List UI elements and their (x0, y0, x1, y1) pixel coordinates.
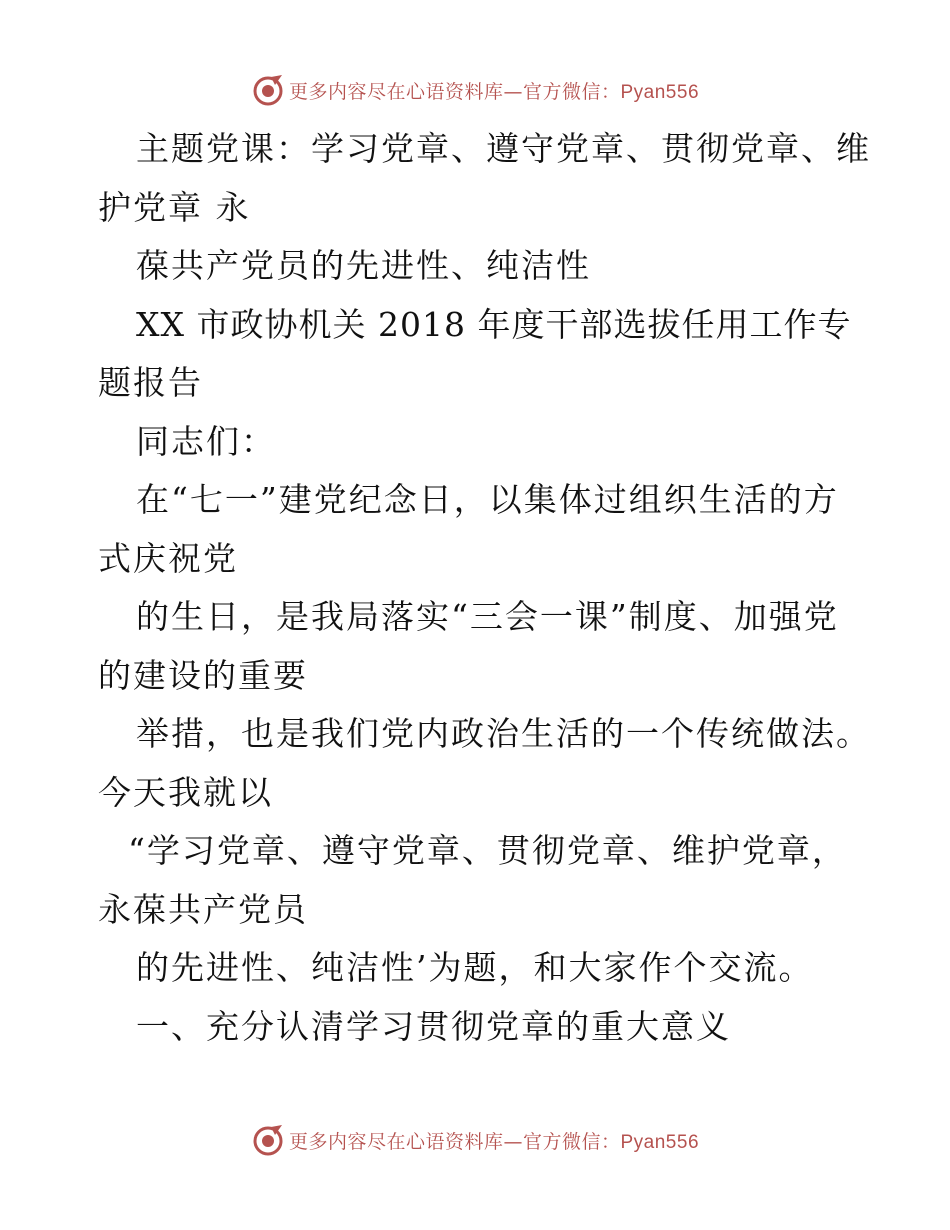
paragraph-line: 的先进性、纯洁性’为题，和大家作个交流。 (136, 948, 814, 987)
paragraph-line: 式庆祝党 (98, 538, 238, 578)
document-body (98, 120, 871, 1056)
header-watermark (0, 70, 950, 110)
footer-watermark (0, 1120, 950, 1160)
watermark-text: 更多内容尽在心语资料库—官方微信：Pyan556 (288, 80, 700, 103)
title-line-3: 葆共产党员的先进性、纯洁性 (136, 246, 591, 285)
paragraph-line: “学习党章、遵守党章、贯彻党章、维护党章， (128, 831, 847, 870)
title-line-1: 主题党课：学习党章、遵守党章、贯彻党章、维 (136, 129, 871, 168)
brand-logo-icon (251, 73, 285, 107)
salutation: 同志们： (136, 421, 276, 461)
paragraph-line: 今天我就以 (98, 772, 273, 812)
paragraph-line: 永葆共产党员 (98, 889, 308, 929)
paragraph-line: 举措，也是我们党内政治生活的一个传统做法。 (136, 714, 871, 753)
paragraph-line: 的建设的重要 (98, 655, 308, 695)
subtitle-line-2: 题报告 (98, 363, 203, 402)
section-heading: 一、充分认清学习贯彻党章的重大意义 (136, 1006, 731, 1046)
paragraph-line: 的生日，是我局落实“三会一课”制度、加强党 (136, 597, 839, 636)
watermark-text: 更多内容尽在心语资料库—官方微信：Pyan556 (288, 1130, 700, 1153)
paragraph-line: 在“七一”建党纪念日，以集体过组织生活的方 (136, 480, 839, 519)
brand-logo-icon (251, 1123, 285, 1157)
subtitle-line-1: XX 市政协机关 2018 年度干部选拔任用工作专 (136, 304, 852, 344)
title-line-2: 护党章 永 (98, 187, 251, 227)
